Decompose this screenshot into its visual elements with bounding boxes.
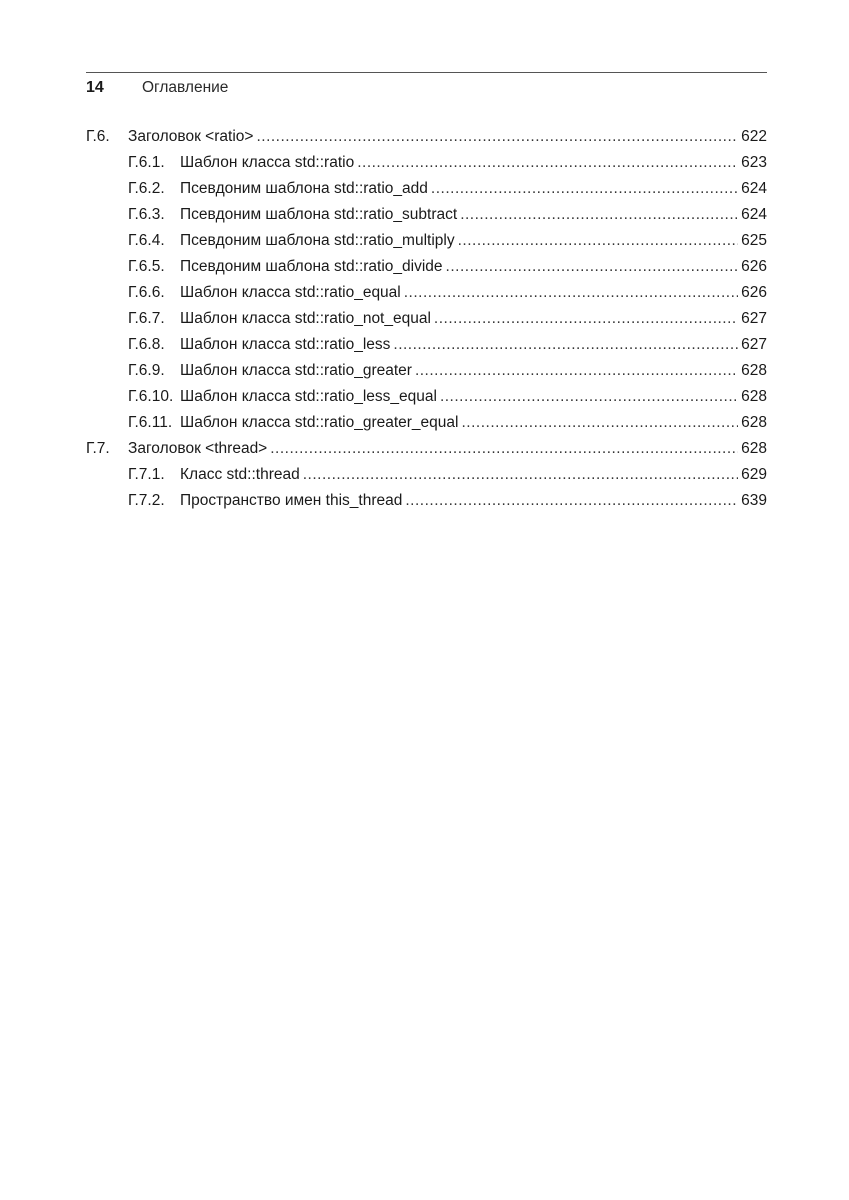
toc-entry-page: 639 bbox=[741, 492, 767, 509]
toc-entry-page: 628 bbox=[741, 440, 767, 457]
toc-entry-title: Псевдоним шаблона std::ratio_add bbox=[180, 180, 428, 197]
toc-entry-title: Класс std::thread bbox=[180, 466, 300, 483]
toc-subsection-entry[interactable] bbox=[86, 306, 767, 332]
toc-subsection-entry[interactable] bbox=[86, 228, 767, 254]
toc-dot-leader bbox=[303, 462, 738, 488]
toc-entry-page: 624 bbox=[741, 180, 767, 197]
toc-subsection-entry[interactable] bbox=[86, 254, 767, 280]
table-of-contents bbox=[86, 124, 767, 514]
toc-entry-number: Г.6.7. bbox=[128, 310, 165, 327]
toc-subsection-entry[interactable] bbox=[86, 488, 767, 514]
toc-entry-page: 624 bbox=[741, 206, 767, 223]
toc-dot-leader bbox=[460, 202, 738, 228]
toc-section-entry[interactable] bbox=[86, 436, 767, 462]
toc-subsection-entry[interactable] bbox=[86, 462, 767, 488]
toc-entry-number: Г.6.5. bbox=[128, 258, 165, 275]
toc-entry-title: Шаблон класса std::ratio bbox=[180, 154, 355, 171]
toc-entry-number: Г.6.9. bbox=[128, 362, 165, 379]
toc-dot-leader bbox=[446, 254, 739, 280]
toc-dot-leader bbox=[270, 436, 738, 462]
toc-entry-number: Г.7.2. bbox=[128, 492, 165, 509]
toc-section-entry[interactable] bbox=[86, 124, 767, 150]
toc-entry-title: Шаблон класса std::ratio_greater bbox=[180, 362, 412, 379]
toc-entry-page: 626 bbox=[741, 258, 767, 275]
toc-entry-number: Г.7.1. bbox=[128, 466, 165, 483]
toc-entry-number: Г.6.10. bbox=[128, 388, 174, 405]
toc-entry-page: 629 bbox=[741, 466, 767, 483]
toc-entry-title: Шаблон класса std::ratio_not_equal bbox=[180, 310, 431, 327]
toc-entry-number: Г.7. bbox=[86, 440, 110, 457]
toc-entry-page: 628 bbox=[741, 414, 767, 431]
toc-subsection-entry[interactable] bbox=[86, 384, 767, 410]
toc-dot-leader bbox=[256, 124, 738, 150]
toc-entry-page: 623 bbox=[741, 154, 767, 171]
toc-entry-number: Г.6.11. bbox=[128, 414, 173, 431]
toc-entry-title: Шаблон класса std::ratio_equal bbox=[180, 284, 401, 301]
toc-entry-title: Шаблон класса std::ratio_greater_equal bbox=[180, 414, 459, 431]
toc-dot-leader bbox=[415, 358, 738, 384]
toc-entry-page: 627 bbox=[741, 310, 767, 327]
toc-dot-leader bbox=[357, 150, 738, 176]
toc-entry-title: Заголовок <thread> bbox=[128, 440, 268, 457]
toc-subsection-entry[interactable] bbox=[86, 358, 767, 384]
toc-entry-number: Г.6. bbox=[86, 128, 110, 145]
toc-dot-leader bbox=[440, 384, 738, 410]
page-number: 14 bbox=[86, 79, 104, 96]
toc-dot-leader bbox=[405, 488, 738, 514]
toc-entry-number: Г.6.1. bbox=[128, 154, 165, 171]
toc-dot-leader bbox=[461, 410, 738, 436]
toc-entry-page: 628 bbox=[741, 388, 767, 405]
toc-entry-title: Шаблон класса std::ratio_less_equal bbox=[180, 388, 437, 405]
toc-subsection-entry[interactable] bbox=[86, 150, 767, 176]
toc-entry-number: Г.6.2. bbox=[128, 180, 165, 197]
toc-entry-title: Шаблон класса std::ratio_less bbox=[180, 336, 391, 353]
toc-entry-title: Псевдоним шаблона std::ratio_multiply bbox=[180, 232, 455, 249]
toc-entry-title: Псевдоним шаблона std::ratio_subtract bbox=[180, 206, 458, 223]
toc-entry-title: Заголовок <ratio> bbox=[128, 128, 254, 145]
toc-dot-leader bbox=[404, 280, 738, 306]
toc-entry-page: 626 bbox=[741, 284, 767, 301]
toc-subsection-entry[interactable] bbox=[86, 280, 767, 306]
toc-entry-title: Псевдоним шаблона std::ratio_divide bbox=[180, 258, 443, 275]
toc-dot-leader bbox=[393, 332, 738, 358]
toc-subsection-entry[interactable] bbox=[86, 332, 767, 358]
toc-subsection-entry[interactable] bbox=[86, 410, 767, 436]
toc-dot-leader bbox=[458, 228, 739, 254]
toc-entry-number: Г.6.3. bbox=[128, 206, 165, 223]
toc-entry-page: 627 bbox=[741, 336, 767, 353]
toc-entry-number: Г.6.6. bbox=[128, 284, 165, 301]
toc-entry-number: Г.6.8. bbox=[128, 336, 165, 353]
page-header bbox=[86, 72, 767, 103]
toc-dot-leader bbox=[434, 306, 738, 332]
toc-entry-title: Пространство имен this_thread bbox=[180, 492, 403, 509]
toc-dot-leader bbox=[431, 176, 738, 202]
toc-entry-page: 625 bbox=[741, 232, 767, 249]
toc-entry-page: 622 bbox=[741, 128, 767, 145]
running-title: Оглавление bbox=[142, 79, 229, 96]
toc-subsection-entry[interactable] bbox=[86, 202, 767, 228]
toc-entry-number: Г.6.4. bbox=[128, 232, 165, 249]
toc-subsection-entry[interactable] bbox=[86, 176, 767, 202]
toc-entry-page: 628 bbox=[741, 362, 767, 379]
